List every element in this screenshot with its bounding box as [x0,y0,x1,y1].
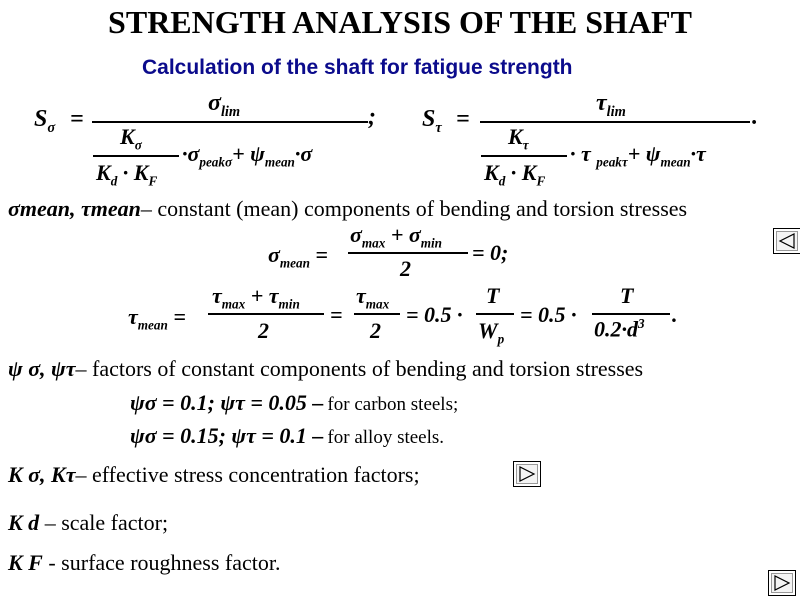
triangle-right-icon [773,574,791,592]
s-tau-numerator: $\tau_{lim}$ [596,90,626,120]
sigma-mean-denominator: 2 [400,256,411,281]
triangle-right-icon [518,465,536,483]
s-tau-lhs: $S_\tau$ [422,106,442,136]
mean-symbols: σmean, τmean [8,196,141,221]
fraction-bar [480,121,750,123]
s-sigma-lhs: $S_\sigma$ [34,106,56,136]
k-sigma: $K_\sigma$ [120,124,142,153]
mean-components-text: – constant (mean) components of bending and torsion stresses [140,196,688,221]
tau-den-2: 2 [370,318,381,343]
kd-kf: $K_d \cdot K_F$ [96,160,158,189]
carbon-steel-line [130,390,458,416]
tau-mean-lhs: $\tau_{mean}$ = [128,304,186,333]
mean-components-line [8,196,687,222]
half-coefficient: = 0.5 · [406,302,463,327]
fraction-bar [92,121,368,123]
tau-num-3: T [486,283,500,308]
fraction-bar [354,313,400,315]
s-sigma-numerator: $\sigma_{lim}$ [208,90,241,120]
carbon-text: for carbon steels; [327,394,459,415]
k-symbols: K σ, Kτ [8,462,76,487]
subtitle: Calculation of the shaft for fatigue strength [142,56,573,79]
k-definition-text: – effective stress concentration factors; [75,462,420,487]
tau-den-1: 2 [258,318,269,343]
kd-kf: $K_d \cdot K_F$ [484,160,546,189]
tau-den-3: $W_p$ [478,318,505,347]
fraction-bar [476,313,514,315]
s-tau-denominator-rest: · τ $_{peak\tau}+ \psi_{mean}\cdot\tau$ [570,141,706,170]
fraction-bar [208,313,324,315]
k-definition-line [8,462,420,488]
triangle-left-icon [778,232,796,250]
carbon-values: ψσ = 0.1; ψτ = 0.05 – [130,390,324,415]
forward-button-bottom[interactable] [768,570,796,596]
kd-definition-text: – scale factor; [44,510,169,535]
page-title: STRENGTH ANALYSIS OF THE SHAFT [108,4,692,40]
equals-sign: = [330,302,343,327]
kf-definition-text: - surface roughness factor. [48,550,281,575]
fraction-bar [592,313,670,315]
sigma-mean-lhs: $\sigma_{mean}$ = [268,242,328,271]
back-button[interactable] [773,228,800,254]
equals-sign: = [70,106,84,132]
s-sigma-denominator-rest: $\cdot\sigma_{peak\sigma}+ \psi_{mean}\cdot\sigma$ [182,141,313,170]
kf-definition-line [8,550,281,576]
kd-symbol: K d [8,510,40,535]
tau-num-1: $\tau_{max} + \tau_{min}$ [212,283,300,312]
tau-num-4: T [620,283,634,308]
forward-button[interactable] [513,461,541,487]
k-tau: $K_\tau$ [508,124,529,153]
alloy-text: for alloy steels. [327,427,445,448]
tau-den-4: $0.2\cdot d^3$ [594,316,645,342]
sigma-mean-result: = 0; [472,240,509,265]
psi-symbols: ψ σ, ψτ [8,356,76,381]
sigma-mean-numerator: $\sigma_{max} + \sigma_{min}$ [350,222,442,251]
half-coefficient: = 0.5 · [520,302,577,327]
inner-fraction-bar [93,155,179,157]
separator: ; [368,104,376,130]
kf-symbol: K F [8,550,43,575]
kd-definition-line [8,510,168,536]
alloy-values: ψσ = 0.15; ψτ = 0.1 – [130,423,324,448]
terminator: . [672,302,678,327]
tau-num-2: $\tau_{max}$ [356,283,390,312]
psi-definition-line [8,356,643,382]
psi-definition-text: – factors of constant components of bending and torsion stresses [75,356,644,381]
inner-fraction-bar [481,155,567,157]
equals-sign: = [456,106,470,132]
terminator: . [752,104,758,130]
alloy-steel-line [130,423,444,449]
fraction-bar [348,252,468,254]
